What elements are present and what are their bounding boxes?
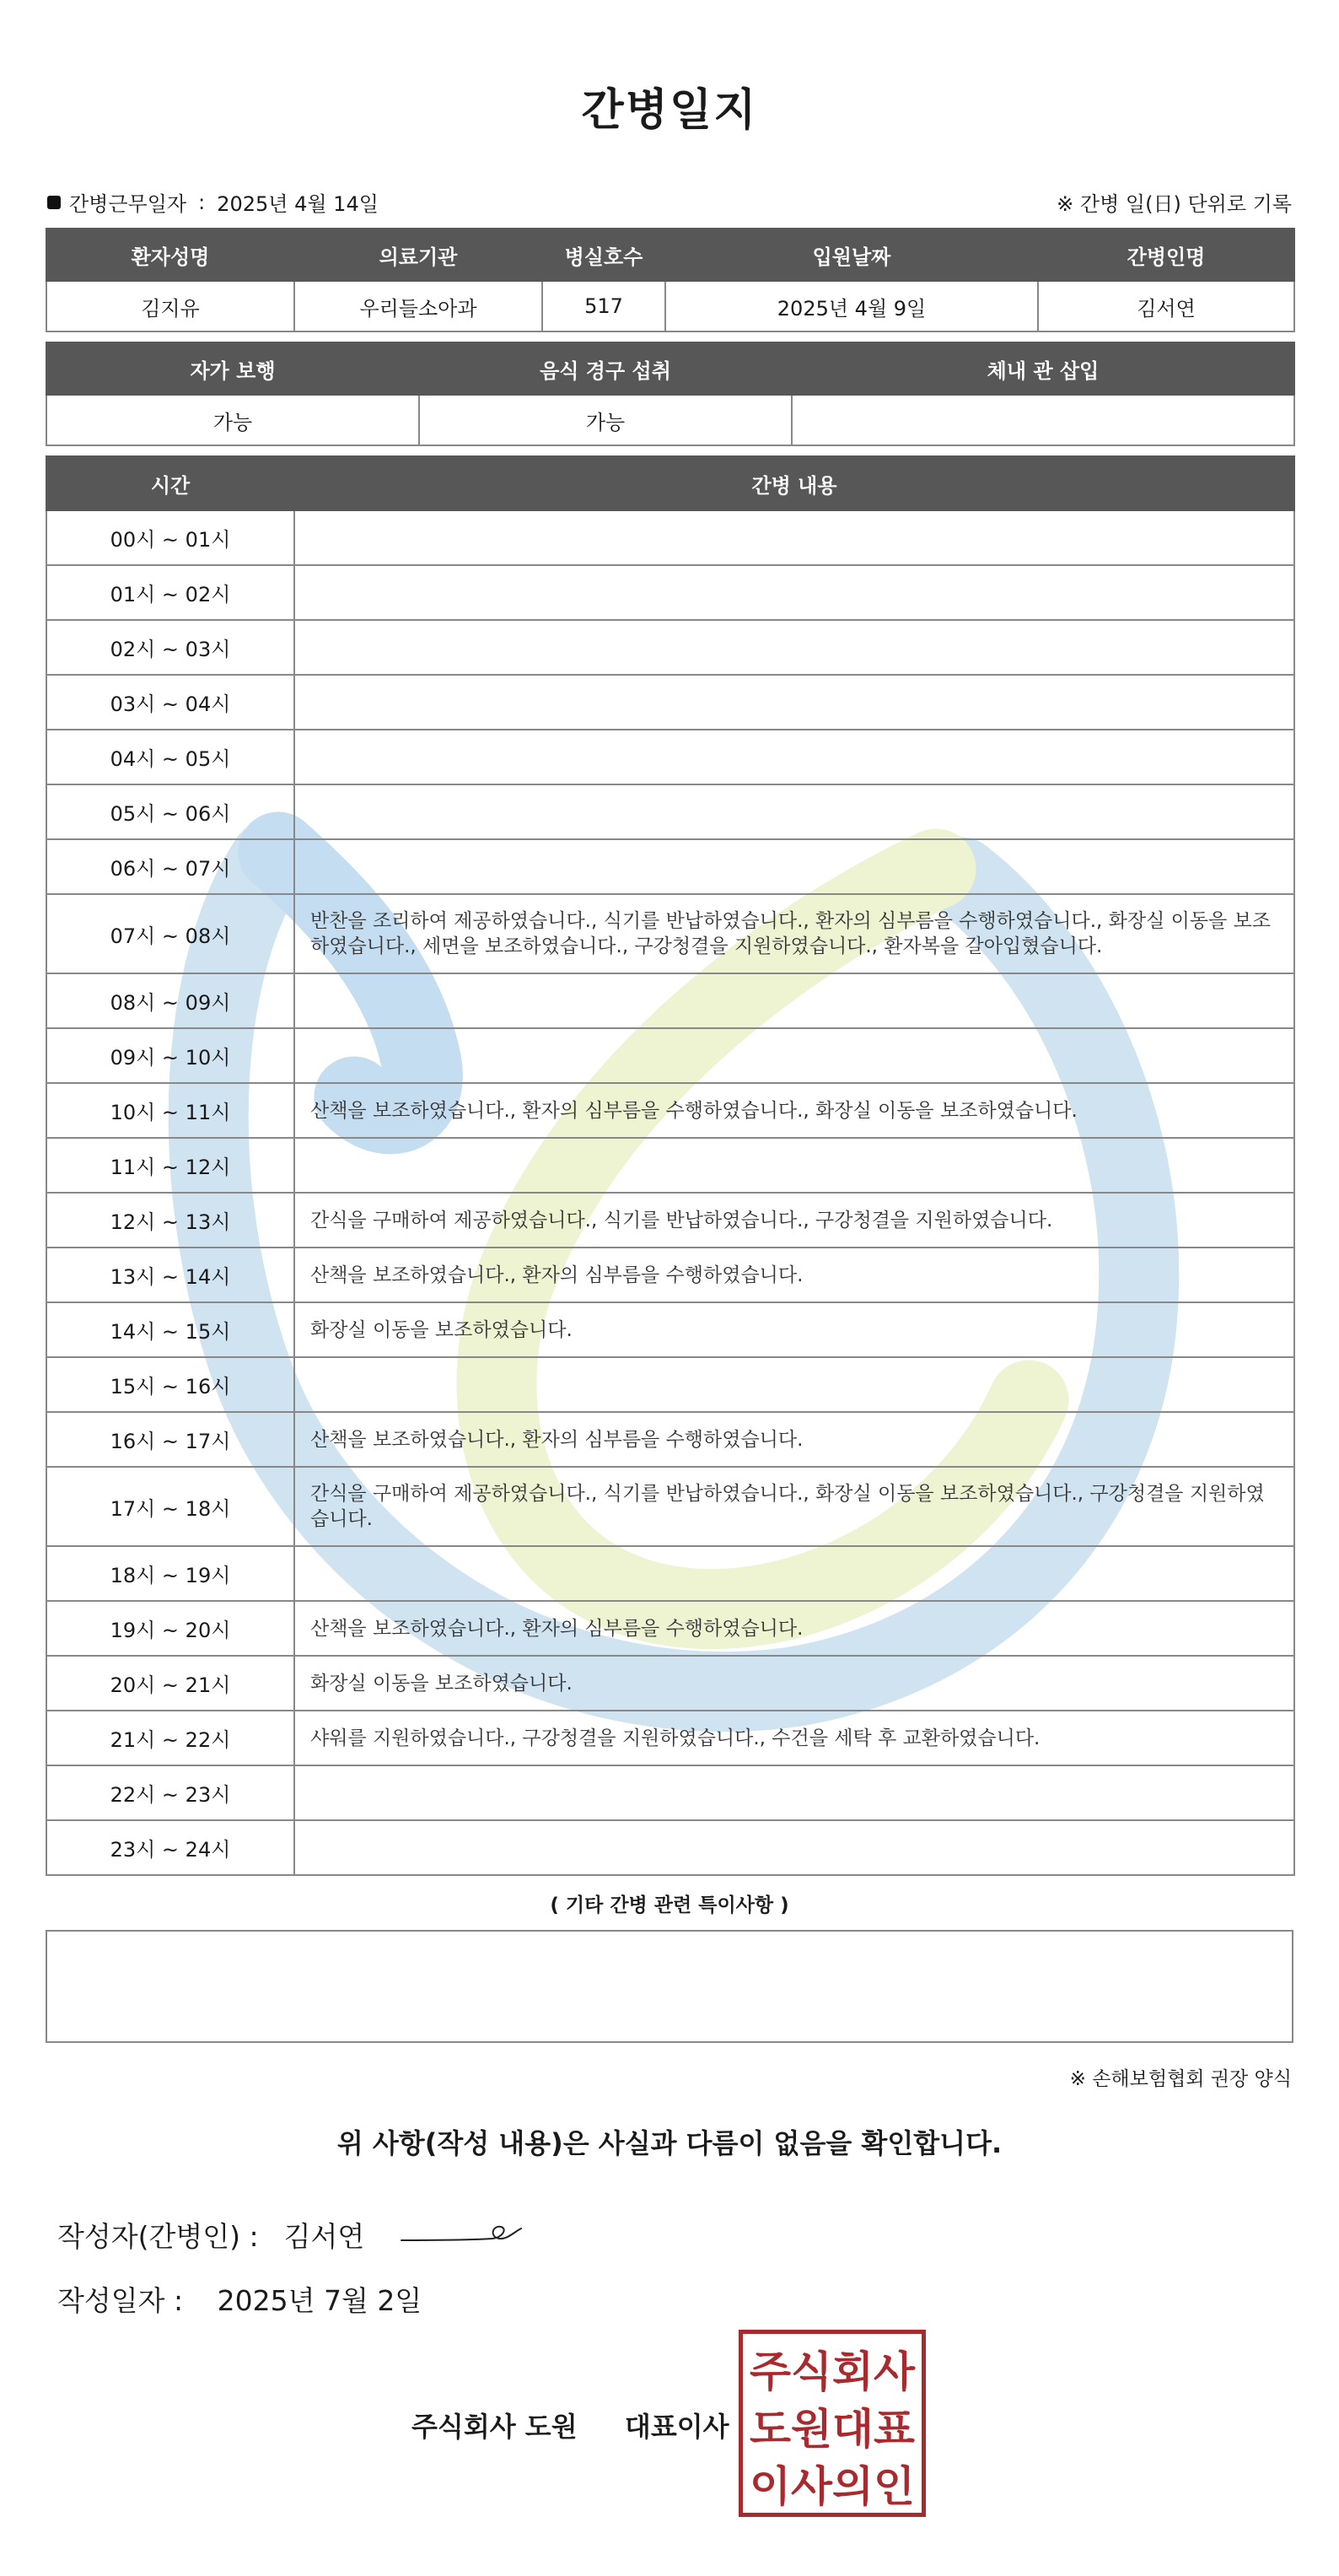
care-content: 샤워를 지원하였습니다., 구강청결을 지원하였습니다., 수건을 세탁 후 교환하였습니다.	[294, 1711, 1294, 1765]
table-row	[46, 510, 1294, 565]
table-row	[46, 1083, 1294, 1138]
care-content	[294, 973, 1294, 1028]
header-caregiver: 간병인명	[1038, 229, 1294, 281]
table-row	[46, 1412, 1294, 1467]
walking-value: 가능	[46, 395, 419, 445]
care-content: 화장실 이동을 보조하였습니다.	[294, 1302, 1294, 1357]
special-notes-box	[46, 1930, 1293, 2043]
writer-name: 김서연	[283, 2220, 365, 2253]
header-care-content: 간병 내용	[294, 456, 1294, 510]
table-row	[46, 1138, 1294, 1193]
company-line	[411, 2406, 729, 2444]
care-content	[294, 510, 1294, 565]
time-slot: 12시 ~ 13시	[46, 1193, 294, 1248]
table-row	[46, 1546, 1294, 1601]
writer-line	[57, 2215, 524, 2255]
care-content	[294, 1765, 1294, 1820]
header-admission-date: 입원날짜	[665, 229, 1038, 281]
patient-name: 김지유	[46, 281, 294, 331]
care-content: 간식을 구매하여 제공하였습니다., 식기를 반납하였습니다., 화장실 이동을 보조하였습니다., 구강청결을 지원하였습니다.	[294, 1467, 1294, 1546]
table-row	[46, 1820, 1294, 1875]
svg-text:주식회사: 주식회사	[750, 2347, 916, 2396]
care-content	[294, 839, 1294, 894]
care-content	[294, 784, 1294, 839]
representative-title: 대표이사	[624, 2411, 729, 2443]
table-row	[46, 1656, 1294, 1711]
header-time: 시간	[46, 456, 294, 510]
care-content	[294, 1357, 1294, 1412]
care-content	[294, 620, 1294, 675]
work-date-label: 간병근무일자	[69, 192, 187, 216]
header-hospital: 의료기관	[294, 229, 542, 281]
company-seal-stamp	[739, 2330, 926, 2517]
table-row	[46, 395, 1294, 445]
care-content	[294, 565, 1294, 620]
association-note: ※ 손해보험협회 권장 양식	[1069, 2068, 1292, 2090]
confirmation-statement: 위 사항(작성 내용)은 사실과 다름이 없음을 확인합니다.	[336, 2127, 1003, 2159]
time-slot: 20시 ~ 21시	[46, 1656, 294, 1711]
care-log-table	[46, 455, 1295, 1876]
header-room: 병실호수	[542, 229, 665, 281]
care-content	[294, 730, 1294, 784]
time-slot: 07시 ~ 08시	[46, 894, 294, 973]
time-slot: 00시 ~ 01시	[46, 510, 294, 565]
writer-label: 작성자(간병인) :	[57, 2220, 259, 2253]
table-row	[46, 1248, 1294, 1302]
time-slot: 01시 ~ 02시	[46, 565, 294, 620]
special-notes-label: ( 기타 간병 관련 특이사항 )	[550, 1894, 789, 1916]
table-row	[46, 973, 1294, 1028]
table-row	[46, 1357, 1294, 1412]
table-row	[46, 1302, 1294, 1357]
time-slot: 23시 ~ 24시	[46, 1820, 294, 1875]
work-date-value: 2025년 4월 14일	[217, 192, 379, 216]
signature-mark	[398, 2218, 524, 2252]
header-walking: 자가 보행	[46, 342, 419, 395]
time-slot: 21시 ~ 22시	[46, 1711, 294, 1765]
care-content: 화장실 이동을 보조하였습니다.	[294, 1656, 1294, 1711]
time-slot: 18시 ~ 19시	[46, 1546, 294, 1601]
table-row	[46, 730, 1294, 784]
table-row	[46, 620, 1294, 675]
svg-text:이사의인: 이사의인	[750, 2462, 915, 2511]
page-title: 간병일지	[581, 85, 758, 136]
care-content: 반찬을 조리하여 제공하였습니다., 식기를 반납하였습니다., 환자의 심부름을 수행하였습니다., 화장실 이동을 보조하였습니다., 세면을 보조하였습니다., 구강청결을 지원하였습니다., 환자복을 갈아입혔습니다.	[294, 894, 1294, 973]
time-slot: 14시 ~ 15시	[46, 1302, 294, 1357]
table-row	[46, 894, 1294, 973]
time-slot: 22시 ~ 23시	[46, 1765, 294, 1820]
work-date-line	[47, 187, 379, 217]
care-content	[294, 1546, 1294, 1601]
care-content: 산책을 보조하였습니다., 환자의 심부름을 수행하였습니다.	[294, 1412, 1294, 1467]
hospital-name: 우리들소아과	[294, 281, 542, 331]
table-row	[46, 1193, 1294, 1248]
written-date-value: 2025년 7월 2일	[217, 2284, 422, 2317]
tube-value	[792, 395, 1294, 445]
care-content: 산책을 보조하였습니다., 환자의 심부름을 수행하였습니다.	[294, 1601, 1294, 1656]
time-slot: 03시 ~ 04시	[46, 675, 294, 730]
time-slot: 08시 ~ 09시	[46, 973, 294, 1028]
table-header-row	[46, 229, 1294, 281]
oral-intake-value: 가능	[419, 395, 792, 445]
patient-info-table	[46, 228, 1295, 332]
time-slot: 05시 ~ 06시	[46, 784, 294, 839]
care-content: 간식을 구매하여 제공하였습니다., 식기를 반납하였습니다., 구강청결을 지원하였습니다.	[294, 1193, 1294, 1248]
table-row	[46, 675, 1294, 730]
table-row	[46, 281, 1294, 331]
table-row	[46, 1765, 1294, 1820]
time-slot: 13시 ~ 14시	[46, 1248, 294, 1302]
svg-text:도원대표: 도원대표	[750, 2405, 916, 2454]
care-content	[294, 675, 1294, 730]
time-slot: 17시 ~ 18시	[46, 1467, 294, 1546]
caregiver-name: 김서연	[1038, 281, 1294, 331]
table-header-row	[46, 456, 1294, 510]
time-slot: 09시 ~ 10시	[46, 1028, 294, 1083]
time-slot: 06시 ~ 07시	[46, 839, 294, 894]
table-row	[46, 1601, 1294, 1656]
table-row	[46, 1028, 1294, 1083]
care-content: 산책을 보조하였습니다., 환자의 심부름을 수행하였습니다.	[294, 1248, 1294, 1302]
bullet-square-icon	[47, 196, 61, 209]
record-note: ※ 간병 일(日) 단위로 기록	[1057, 192, 1292, 216]
written-date-label: 작성일자 :	[57, 2284, 184, 2317]
care-content	[294, 1820, 1294, 1875]
room-number: 517	[542, 281, 665, 331]
time-slot: 04시 ~ 05시	[46, 730, 294, 784]
header-tube: 체내 관 삽입	[792, 342, 1294, 395]
care-content	[294, 1138, 1294, 1193]
table-row	[46, 784, 1294, 839]
table-row	[46, 839, 1294, 894]
table-row	[46, 565, 1294, 620]
company-name: 주식회사 도원	[411, 2411, 578, 2443]
header-patient-name: 환자성명	[46, 229, 294, 281]
care-content: 산책을 보조하였습니다., 환자의 심부름을 수행하였습니다., 화장실 이동을 보조하였습니다.	[294, 1083, 1294, 1138]
patient-status-table	[46, 342, 1295, 446]
admission-date: 2025년 4월 9일	[665, 281, 1038, 331]
time-slot: 02시 ~ 03시	[46, 620, 294, 675]
colon: :	[198, 190, 206, 214]
time-slot: 10시 ~ 11시	[46, 1083, 294, 1138]
table-row	[46, 1467, 1294, 1546]
time-slot: 19시 ~ 20시	[46, 1601, 294, 1656]
header-oral-intake: 음식 경구 섭취	[419, 342, 792, 395]
table-row	[46, 1711, 1294, 1765]
table-header-row	[46, 342, 1294, 395]
time-slot: 11시 ~ 12시	[46, 1138, 294, 1193]
time-slot: 15시 ~ 16시	[46, 1357, 294, 1412]
care-content	[294, 1028, 1294, 1083]
time-slot: 16시 ~ 17시	[46, 1412, 294, 1467]
written-date-line	[57, 2279, 422, 2319]
